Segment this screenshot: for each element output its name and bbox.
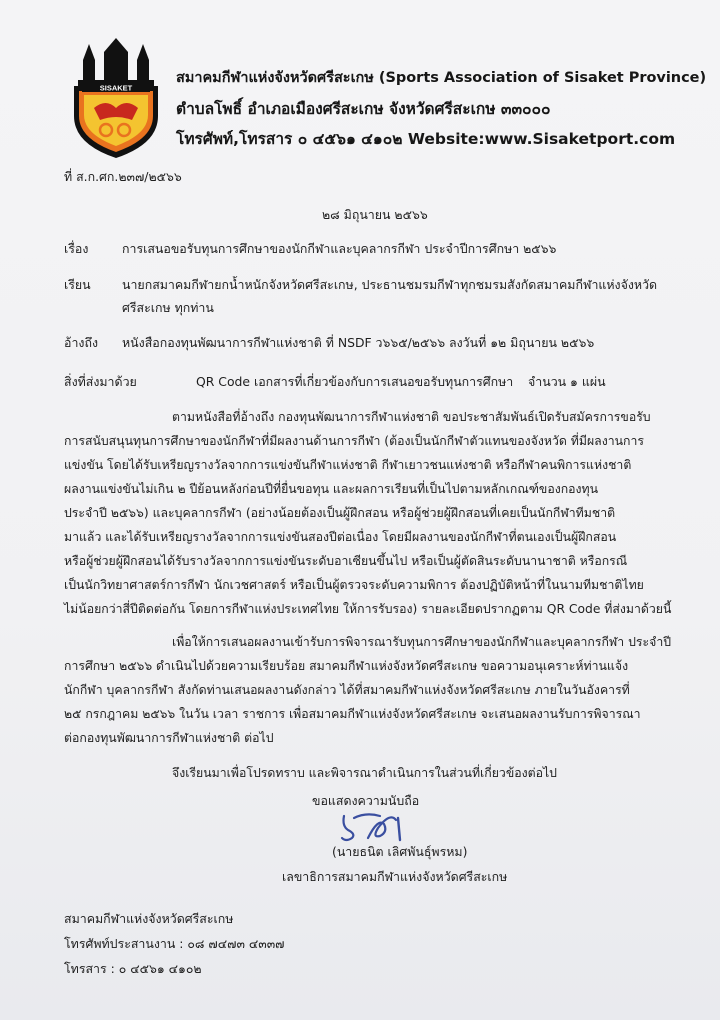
paragraph-1-line: หรือผู้ช่วยผู้ฝึกสอนได้รับรางวัลจากการแข่งขันระดับอาเซียนขึ้นไป หรือเป็นผู้ตัดสินระดับนานาชาติ หรือกรณี — [64, 554, 628, 568]
enclosure-label: สิ่งที่ส่งมาด้วย — [64, 374, 137, 389]
handwritten-signature — [338, 808, 428, 844]
letterhead-contact: โทรศัพท์,โทรสาร ๐ ๔๕๖๑ ๔๑๐๒ Website:www.Sisaketport.com — [176, 130, 676, 148]
regards-text: ขอแสดงความนับถือ — [312, 793, 420, 808]
paragraph-2-line: เพื่อให้การเสนอผลงานเข้ารับการพิจารณารับทุนการศึกษาของนักกีฬาและบุคลากรกีฬา ประจำปี — [172, 635, 672, 649]
paragraph-2-line: นักกีฬา บุคลากรกีฬา สังกัดท่านเสนอผลงานดังกล่าว ได้ที่สมาคมกีฬาแห่งจังหวัดศรีสะเกษ ภายในวันอังคารที่ — [64, 683, 630, 697]
enclosure-count: จำนวน ๑ แผ่น — [528, 374, 606, 389]
temple-icon — [78, 38, 154, 86]
paragraph-2-line: การศึกษา ๒๕๖๖ ดำเนินไปด้วยความเรียบร้อย สมาคมกีฬาแห่งจังหวัดศรีสะเกษ ขอความอนุเคราะห์ท่านแจ้ง — [64, 659, 629, 673]
paragraph-1-line: ผลงานแข่งขันไม่เกิน ๒ ปีย้อนหลังก่อนปีที่ยื่นขอทุน และผลการเรียนที่เป็นไปตามหลักเกณฑ์ของกองทุน — [64, 482, 599, 496]
letter-date: ๒๘ มิถุนายน ๒๕๖๖ — [322, 207, 428, 222]
reference-text: หนังสือกองทุนพัฒนาการกีฬาแห่งชาติ ที่ NSDF ว๖๖๕/๒๕๖๖ ลงวันที่ ๑๒ มิถุนายน ๒๕๖๖ — [122, 335, 595, 350]
paragraph-2-line: ต่อกองทุนพัฒนาการกีฬาแห่งชาติ ต่อไป — [64, 731, 274, 745]
paragraph-1-line: แข่งขัน โดยได้รับเหรียญรางวัลจากการแข่งขันกีฬาแห่งชาติ กีฬาเยาวชนแห่งชาติ หรือกีฬาคนพิการแห่งชาติ — [64, 458, 632, 472]
paragraph-1-line: ประจำปี ๒๕๖๖) และบุคลากรกีฬา (อย่างน้อยต้องเป็นผู้ฝึกสอน หรือผู้ช่วยผู้ฝึกสอนที่เคยเป็นนักกีฬาทีมชาติ — [64, 506, 616, 520]
association-logo — [66, 38, 166, 160]
paragraph-2-line: ๒๕ กรกฎาคม ๒๕๖๖ ในวัน เวลา ราชการ เพื่อสมาคมกีฬาแห่งจังหวัดศรีสะเกษ จะเสนอผลงานรับการพิจารณา — [64, 707, 641, 721]
footer-fax: โทรสาร : ๐ ๔๕๖๑ ๔๑๐๒ — [64, 961, 202, 976]
closing-paragraph: จึงเรียนมาเพื่อโปรดทราบ และพิจารณาดำเนินการในส่วนที่เกี่ยวข้องต่อไป — [172, 766, 557, 780]
reference-label: อ้างถึง — [64, 335, 99, 350]
paragraph-1-line: ไม่น้อยกว่าสี่ปีติดต่อกัน โดยการกีฬาแห่งประเทศไทย ให้การรับรอง) รายละเอียดปรากฏตาม QR Code ที่ส่งมาด้วยนี้ — [64, 602, 672, 616]
to-label: เรียน — [64, 277, 91, 292]
subject-text: การเสนอขอรับทุนการศึกษาของนักกีฬาและบุคลากรกีฬา ประจำปีการศึกษา ๒๕๖๖ — [122, 241, 557, 256]
paragraph-1-line: มาแล้ว และได้รับเหรียญรางวัลจากการแข่งขันสองปีต่อเนื่อง โดยมีผลงานของนักกีฬาที่ตนเองเป็นผู้ฝึกสอน — [64, 530, 617, 544]
letterhead-address: ตำบลโพธิ์ อำเภอเมืองศรีสะเกษ จังหวัดศรีสะเกษ ๓๓๐๐๐ — [176, 100, 551, 118]
logo-text: SISAKET — [99, 83, 133, 93]
subject-label: เรื่อง — [64, 241, 89, 256]
letterhead-org: สมาคมกีฬาแห่งจังหวัดศรีสะเกษ (Sports Association of Sisaket Province) — [176, 70, 707, 86]
signer-name: (นายธนิต เลิศพันธุ์พรหม) — [332, 844, 468, 859]
paragraph-1-line: เป็นนักวิทยาศาสตร์การกีฬา นักเวชศาสตร์ หรือเป็นผู้ตรวจระดับความพิการ ต้องปฏิบัติหน้าที่ในนามทีมชาติไทย — [64, 578, 644, 592]
footer-org: สมาคมกีฬาแห่งจังหวัดศรีสะเกษ — [64, 911, 234, 926]
paragraph-1-line: ตามหนังสือที่อ้างถึง กองทุนพัฒนาการกีฬาแห่งชาติ ขอประชาสัมพันธ์เปิดรับสมัครการขอรับ — [172, 410, 651, 424]
signer-title: เลขาธิการสมาคมกีฬาแห่งจังหวัดศรีสะเกษ — [282, 869, 508, 884]
to-line-1: นายกสมาคมกีฬายกน้ำหนักจังหวัดศรีสะเกษ, ประธานชมรมกีฬาทุกชมรมสังกัดสมาคมกีฬาแห่งจังหวัด — [122, 277, 658, 292]
reference-number: ที่ ส.ก.ศก.๒๓๗/๒๕๖๖ — [64, 169, 182, 184]
enclosure-text: QR Code เอกสารที่เกี่ยวข้องกับการเสนอขอรับทุนการศึกษา — [196, 374, 514, 389]
to-line-2: ศรีสะเกษ ทุกท่าน — [122, 300, 214, 315]
paragraph-1-line: การสนับสนุนทุนการศึกษาของนักกีฬาที่มีผลงานด้านการกีฬา (ต้องเป็นนักกีฬาตัวแทนของจังหวัด ที่มีผลงานการ — [64, 434, 644, 448]
footer-phone: โทรศัพท์ประสานงาน : ๐๘ ๗๔๗๓ ๔๓๓๗ — [64, 936, 285, 951]
